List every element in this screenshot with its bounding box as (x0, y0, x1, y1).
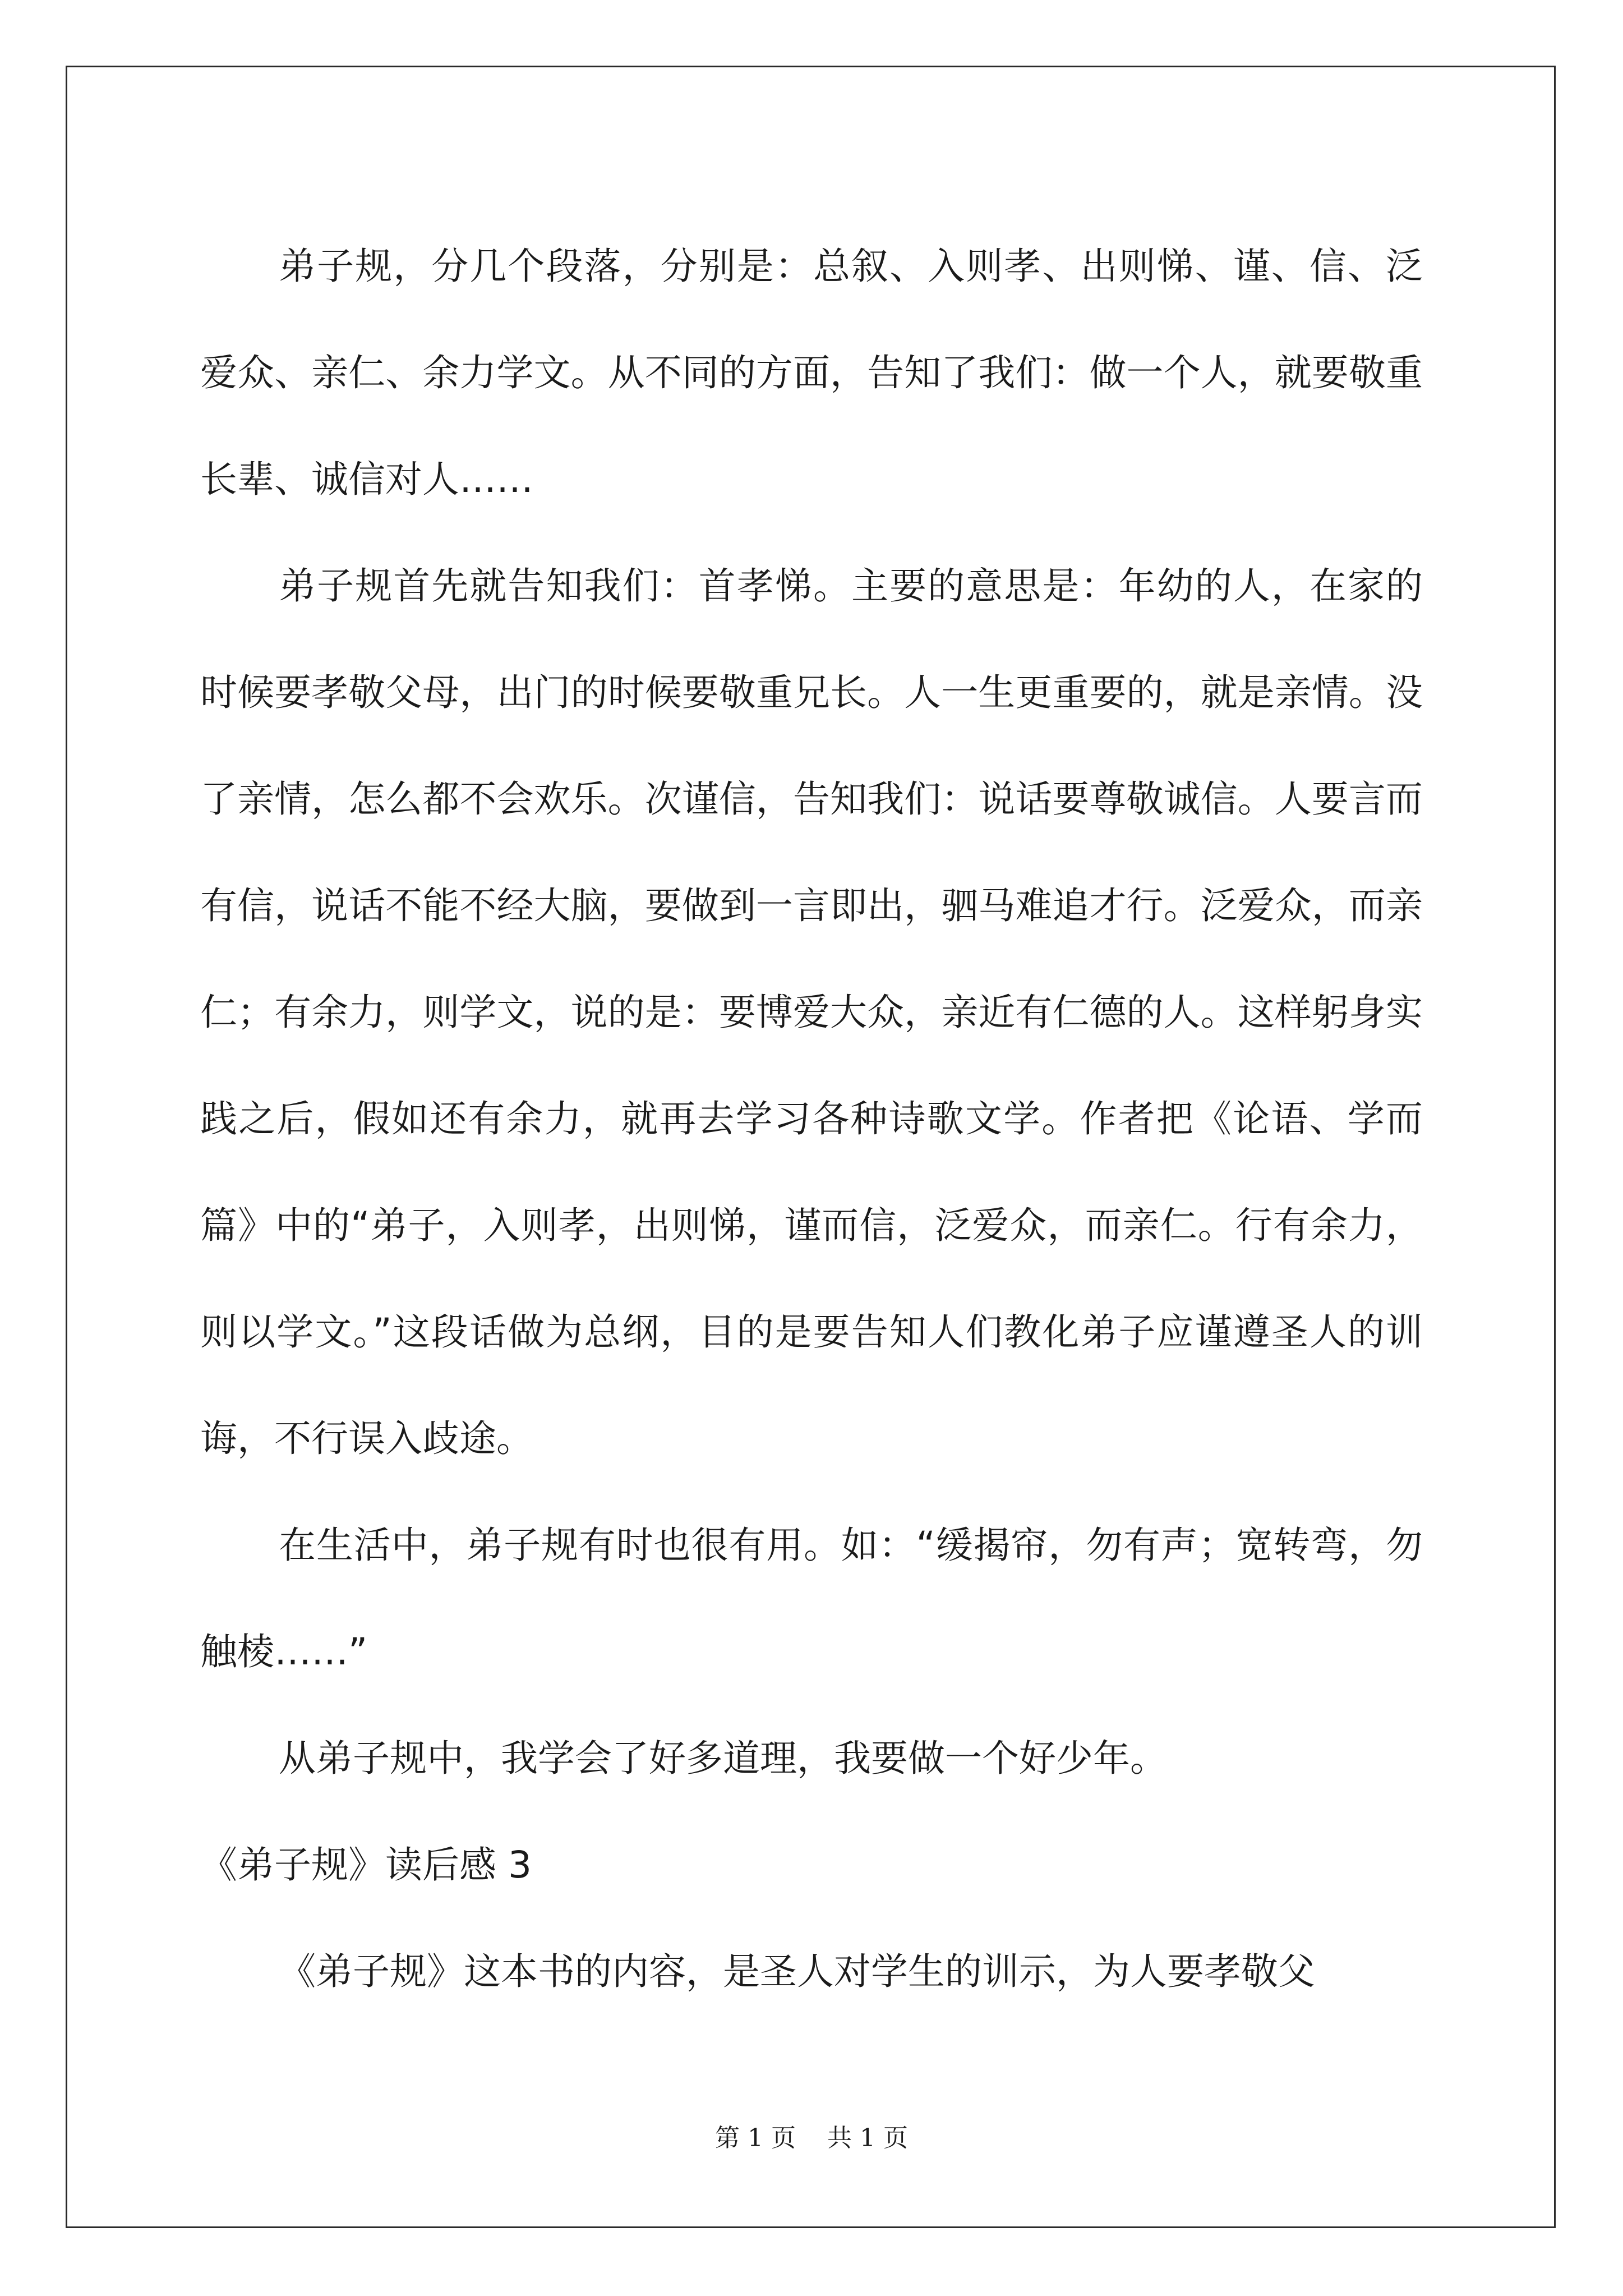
document-body (200, 213, 1423, 2025)
page-number: 第 1 页 (715, 2124, 796, 2152)
section-heading: 《弟子规》读后感 3 (200, 1843, 532, 1887)
paragraph: 弟子规，分几个段落，分别是：总叙、入则孝、出则悌、谨、信、泛爱众、亲仁、余力学文。从不同的方面，告知了我们：做一个人，就要敬重长辈、诚信对人…… (200, 245, 1423, 501)
paragraph: 《弟子规》这本书的内容，是圣人对学生的训示，为人要孝敬父 (279, 1950, 1315, 1993)
page-footer (0, 2118, 1623, 2154)
paragraph: 从弟子规中，我学会了好多道理，我要做一个好少年。 (279, 1737, 1167, 1780)
paragraph: 在生活中，弟子规有时也很有用。如：“缓揭帘，勿有声；宽转弯，勿触棱……” (200, 1524, 1423, 1673)
page-total: 共 1 页 (827, 2124, 908, 2152)
paragraph: 弟子规首先就告知我们：首孝悌。主要的意思是：年幼的人，在家的时候要孝敬父母，出门的时候要敬重兄长。人一生更重要的，就是亲情。没了亲情，怎么都不会欢乐。次谨信，告知我们：说话要尊敬诚信。人要言而有信，说话不能不经大脑，要做到一言即出，驷马难追才行。泛爱众，而亲仁；有余力，则学文，说的是：要博爱大众，亲近有仁德的人。这样躬身实践之后，假如还有余力，就再去学习各种诗歌文学。作者把《论语、学而篇》中的“弟子，入则孝，出则悌，谨而信，泛爱众，而亲仁。行有余力，则以学文。”这段话做为总纲，目的是要告知人们教化弟子应谨遵圣人的训诲，不行误入歧途。 (200, 564, 1423, 1460)
